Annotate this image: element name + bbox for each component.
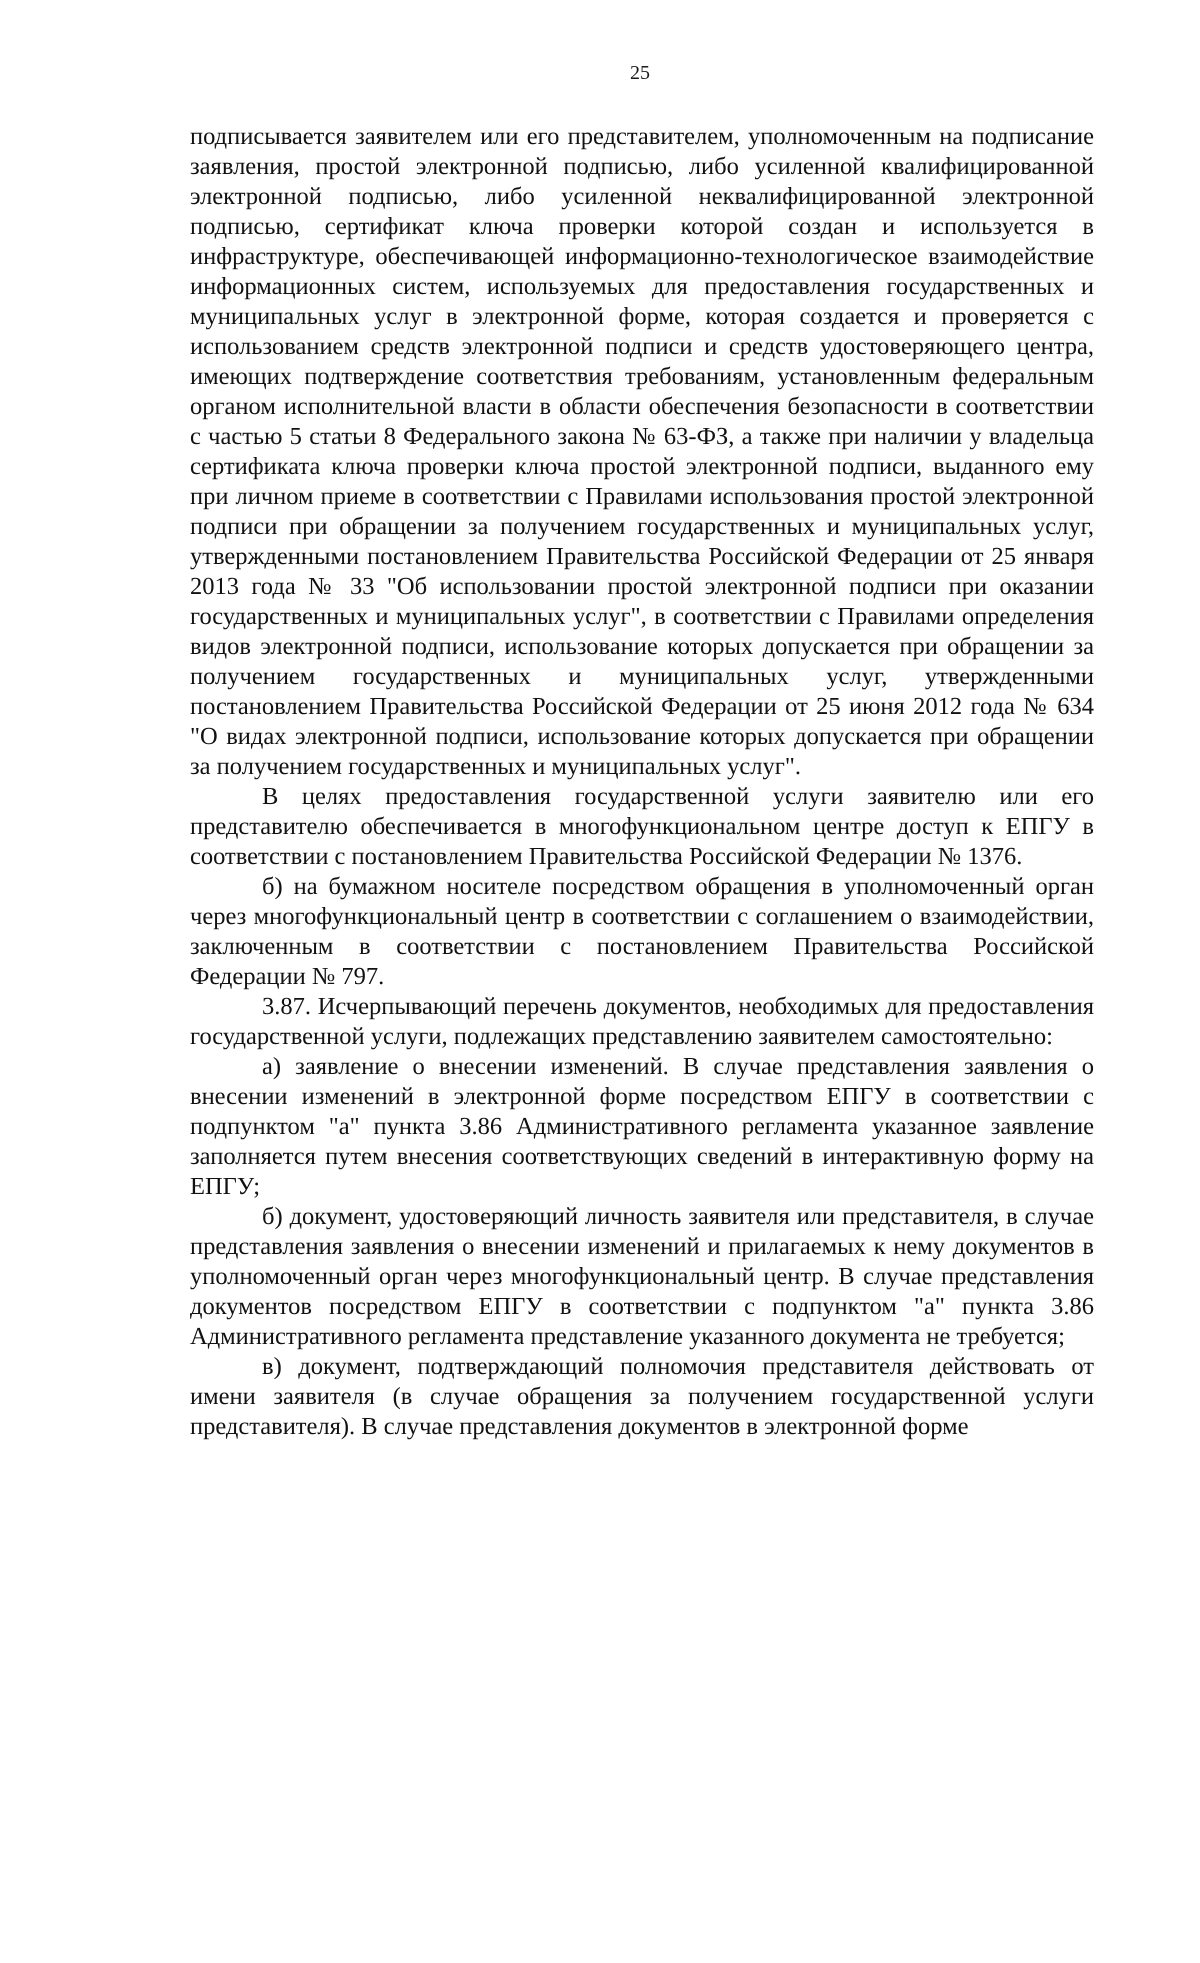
paragraph-item-v: в) документ, подтверждающий полномочия представителя действовать от имени заявителя (в случае обращения за получением государственной услуги представителя). В случае представления документов в электронной форме [190,1353,1094,1440]
paragraph-3-87: 3.87. Исчерпывающий перечень документов, необходимых для предоставления государственной услуги, подлежащих представлению заявителем самостоятельно: [190,993,1094,1050]
paragraph-epgu-access: В целях предоставления государственной услуги заявителю или его представителю обеспечивается в многофункциональном центре доступ к ЕПГУ в соответствии с постановлением Правительства Российской Федерации № 1376. [190,783,1094,870]
paragraph-paper-submission: б) на бумажном носителе посредством обращения в уполномоченный орган через многофункциональный центр в соответствии с соглашением о взаимодействии, заключенным в соответствии с постановлением Правительства Российской Федерации № 797. [190,873,1094,990]
document-body [190,122,1094,1442]
paragraph-item-b: б) документ, удостоверяющий личность заявителя или представителя, в случае представления заявления о внесении изменений и прилагаемых к нему документов в уполномоченный орган через многофункциональный центр. В случае представления документов посредством ЕПГУ в соответствии с подпунктом "а" пункта 3.86 Административного регламента представление указанного документа не требуется; [190,1203,1094,1350]
paragraph-item-a: а) заявление о внесении изменений. В случае представления заявления о внесении изменений в электронной форме посредством ЕПГУ в соответствии с подпунктом "а" пункта 3.86 Административного регламента указанное заявление заполняется путем внесения соответствующих сведений в интерактивную форму на ЕПГУ; [190,1053,1094,1200]
paragraph-continuation: подписывается заявителем или его представителем, уполномоченным на подписание заявления, простой электронной подписью, либо усиленной квалифицированной электронной подписью, либо усиленной неквалифицированной электронной подписью, сертификат ключа проверки которой создан и используется в инфраструктуре, обеспечивающей информационно-технологическое взаимодействие информационных систем, используемых для предоставления государственных и муниципальных услуг в электронной форме, которая создается и проверяется с использованием средств электронной подписи и средств удостоверяющего центра, имеющих подтверждение соответствия требованиям, установленным федеральным органом исполнительной власти в области обеспечения безопасности в соответствии с частью 5 статьи 8 Федерального закона № 63-ФЗ, а также при наличии у владельца сертификата ключа проверки ключа простой электронной подписи, выданного ему при личном приеме в соответствии с Правилами использования простой электронной подписи при обращении за получением государственных и муниципальных услуг, утвержденными постановлением Правительства Российской Федерации от 25 января 2013 года № 33 "Об использовании простой электронной подписи при оказании государственных и муниципальных услуг", в соответствии с Правилами определения видов электронной подписи, использование которых допускается при обращении за получением государственных и муниципальных услуг, утвержденными постановлением Правительства Российской Федерации от 25 июня 2012 года № 634 "О видах электронной подписи, использование которых допускается при обращении за получением государственных и муниципальных услуг". [190,123,1094,780]
page-number: 25 [630,62,650,84]
